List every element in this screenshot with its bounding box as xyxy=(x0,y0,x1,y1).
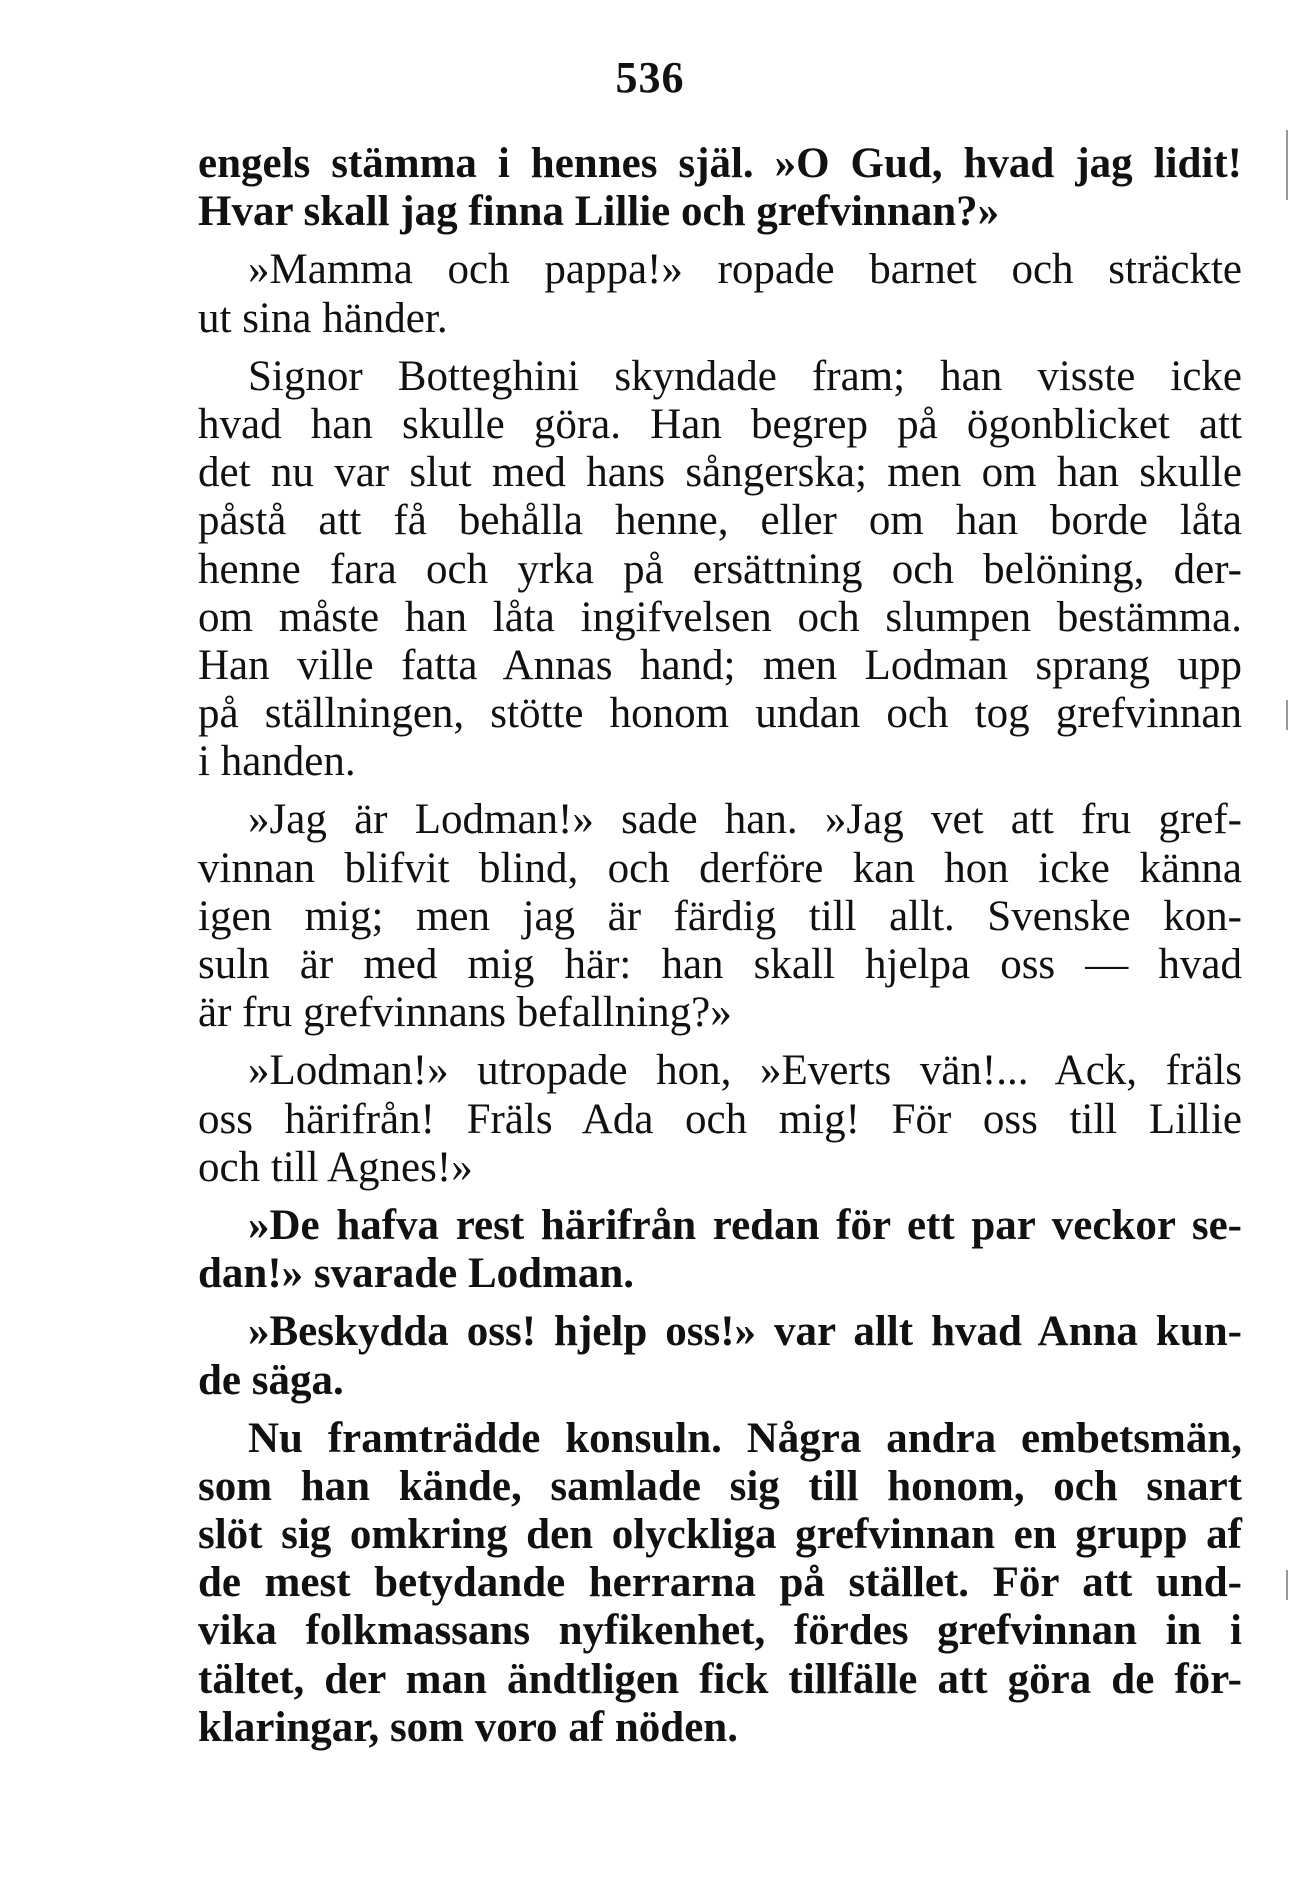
text-line: »Jag är Lodman!» sade han. »Jag vet att fru gref- xyxy=(248,796,1242,844)
text-line: är fru grefvinnans befallning?» xyxy=(198,989,732,1037)
text-line: henne fara och yrka på ersättning och belöning, der- xyxy=(198,545,1242,593)
paragraph-2 xyxy=(198,246,1242,342)
paragraph-3 xyxy=(198,353,1242,787)
text-line: de mest betydande herrarna på stället. För att und- xyxy=(198,1559,1242,1607)
text-line: »De hafva rest härifrån redan för ett par veckor se- xyxy=(248,1201,1242,1249)
text-line: igen mig; men jag är färdig till allt. Svenske kon- xyxy=(198,892,1242,940)
text-line: tältet, der man ändtligen fick tillfälle att göra de för- xyxy=(198,1655,1242,1703)
paragraph-1 xyxy=(198,140,1242,236)
paragraph-5 xyxy=(198,1047,1242,1192)
text-line: oss härifrån! Fräls Ada och mig! För oss till Lillie xyxy=(198,1095,1242,1143)
text-line: dan!» svarade Lodman. xyxy=(198,1250,635,1298)
text-line: Nu framträdde konsuln. Några andra embetsmän, xyxy=(248,1414,1242,1462)
paragraph-7 xyxy=(198,1308,1242,1404)
text-line: »Beskydda oss! hjelp oss!» var allt hvad Anna kun- xyxy=(248,1308,1242,1356)
page-number: 536 xyxy=(615,53,685,102)
text-line: klaringar, som voro af nöden. xyxy=(198,1703,738,1751)
text-line: Signor Botteghini skyndade fram; han visste icke xyxy=(248,352,1242,400)
text-line: som han kände, samlade sig till honom, och snart xyxy=(198,1462,1242,1510)
text-line: påstå att få behålla henne, eller om han borde låta xyxy=(198,497,1242,545)
text-line: ut sina händer. xyxy=(198,294,448,342)
text-line: hvad han skulle göra. Han begrep på ögonblicket att xyxy=(198,400,1242,448)
text-line: engels stämma i hennes själ. »O Gud, hvad jag lidit! xyxy=(198,140,1242,187)
scan-edge-mark xyxy=(1286,1570,1288,1600)
scan-edge-mark xyxy=(1286,130,1288,200)
scan-edge-mark xyxy=(1286,700,1288,730)
text-line: slöt sig omkring den olyckliga grefvinnan en grupp af xyxy=(198,1511,1242,1559)
text-line: de säga. xyxy=(198,1356,344,1404)
text-line: det nu var slut med hans sångerska; men om han skulle xyxy=(198,449,1242,497)
paragraph-6 xyxy=(198,1202,1242,1298)
text-line: om måste han låta ingifvelsen och slumpen bestämma. xyxy=(198,593,1242,641)
text-line: »Mamma och pappa!» ropade barnet och sträckte xyxy=(248,246,1242,294)
text-line: »Lodman!» utropade hon, »Everts vän!... Ack, fräls xyxy=(248,1047,1242,1095)
paragraph-4 xyxy=(198,796,1242,1037)
text-line: vinnan blifvit blind, och derföre kan hon icke känna xyxy=(198,844,1242,892)
text-line: i handen. xyxy=(198,738,356,786)
paragraph-8 xyxy=(198,1415,1242,1752)
text-line: suln är med mig här: han skall hjelpa oss — hvad xyxy=(198,941,1242,988)
text-line: på ställningen, stötte honom undan och tog grefvinnan xyxy=(198,690,1242,738)
text-line: Han ville fatta Annas hand; men Lodman sprang upp xyxy=(198,641,1242,689)
body-text xyxy=(198,140,1242,1752)
text-line: Hvar skall jag finna Lillie och grefvinnan?» xyxy=(198,188,1000,236)
text-line: och till Agnes!» xyxy=(198,1143,473,1191)
text-line: vika folkmassans nyfikenhet, fördes grefvinnan in i xyxy=(198,1607,1242,1655)
